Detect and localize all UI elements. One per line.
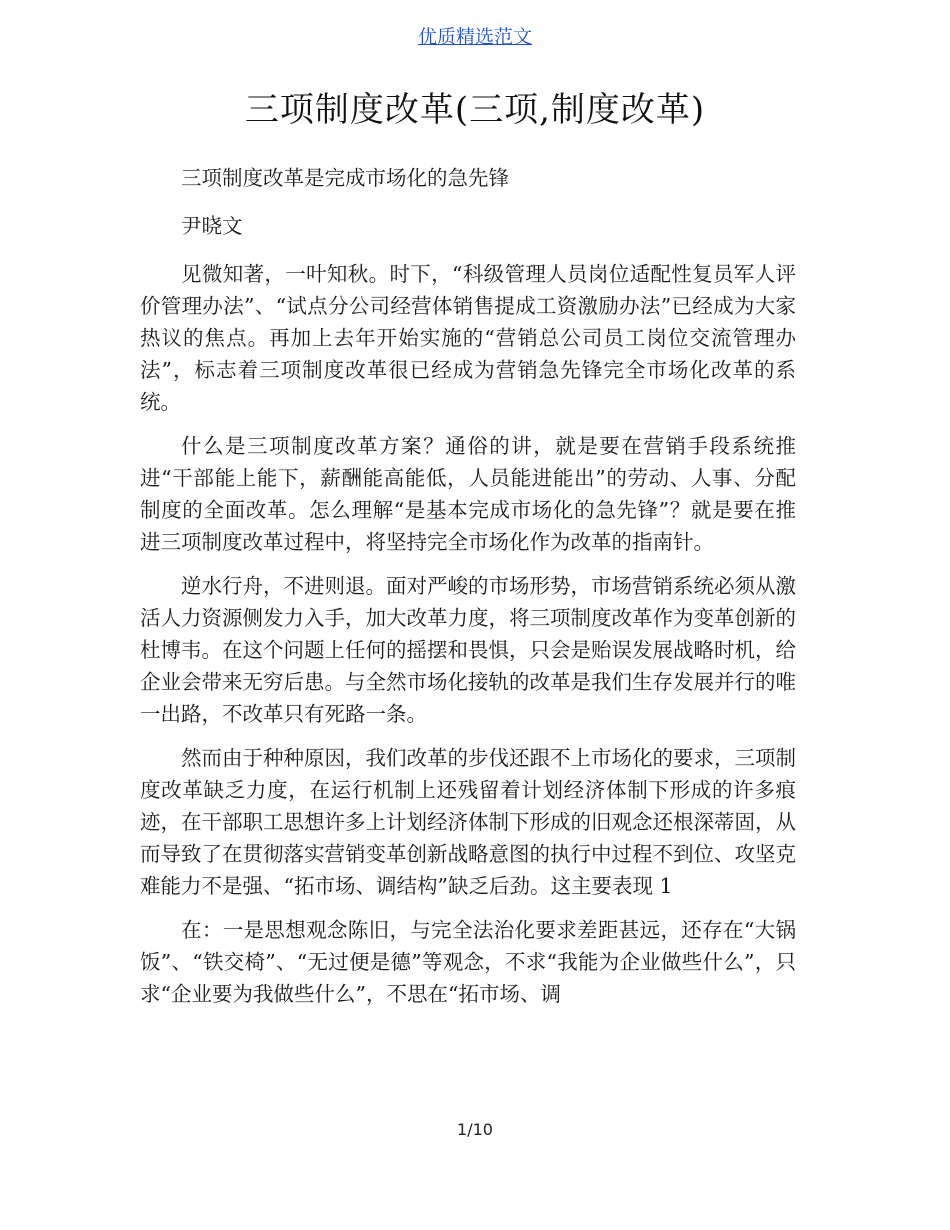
body-paragraph: 逆水行舟，不进则退。面对严峻的市场形势，市场营销系统必须从激活人力资源侧发力入手，加大改革力度，将三项制度改革作为变革创新的杜博韦。在这个问题上任何的摇摆和畏惧，只会是贻误发展战略时机，给企业会带来无穷后患。与全然市场化接轨的改革是我们生存发展并行的唯一出路，不改革只有死路一条。 xyxy=(140,574,796,726)
body-paragraph: 在：一是思想观念陈旧，与完全法治化要求差距甚远，还存在“大锅饭”、“铁交椅”、“无过便是德”等观念，不求“我能为企业做些什么”，只求“企业要为我做些什么”，不思在“拓市场、调 xyxy=(140,918,796,1006)
body-paragraph: 什么是三项制度改革方案？通俗的讲，就是要在营销手段系统推进“干部能上能下，薪酬能高能低，人员能进能出”的劳动、人事、分配制度的全面改革。怎么理解“是基本完成市场化的急先锋”？就是要在推进三项制度改革过程中，将坚持完全市场化作为改革的指南针。 xyxy=(140,434,796,554)
page-number: 1/10 xyxy=(457,1120,493,1139)
document-title: 三项制度改革(三项,制度改革) xyxy=(244,90,706,130)
subtitle-paragraph: 三项制度改革是完成市场化的急先锋 xyxy=(181,166,509,190)
body-paragraph: 见微知著，一叶知秋。时下，“科级管理人员岗位适配性复员军人评价管理办法”、“试点分公司经营体销售提成工资激励办法”已经成为大家热议的焦点。再加上去年开始实施的“营销总公司员工岗位交流管理办法”，标志着三项制度改革很已经成为营销急先锋完全市场化改革的系统。 xyxy=(140,262,796,414)
header-link[interactable]: 优质精选范文 xyxy=(417,26,532,48)
document-body xyxy=(140,162,796,1022)
author-paragraph: 尹晓文 xyxy=(181,214,243,238)
body-paragraph: 然而由于种种原因，我们改革的步伐还跟不上市场化的要求，三项制度改革缺乏力度，在运行机制上还残留着计划经济体制下形成的许多痕迹，在干部职工思想许多上计划经济体制下形成的旧观念还根深蒂固，从而导致了在贯彻落实营销变革创新战略意图的执行中过程不到位、攻坚克难能力不是强、“拓市场、调结构”缺乏后劲。这主要表现 1 xyxy=(140,746,796,898)
